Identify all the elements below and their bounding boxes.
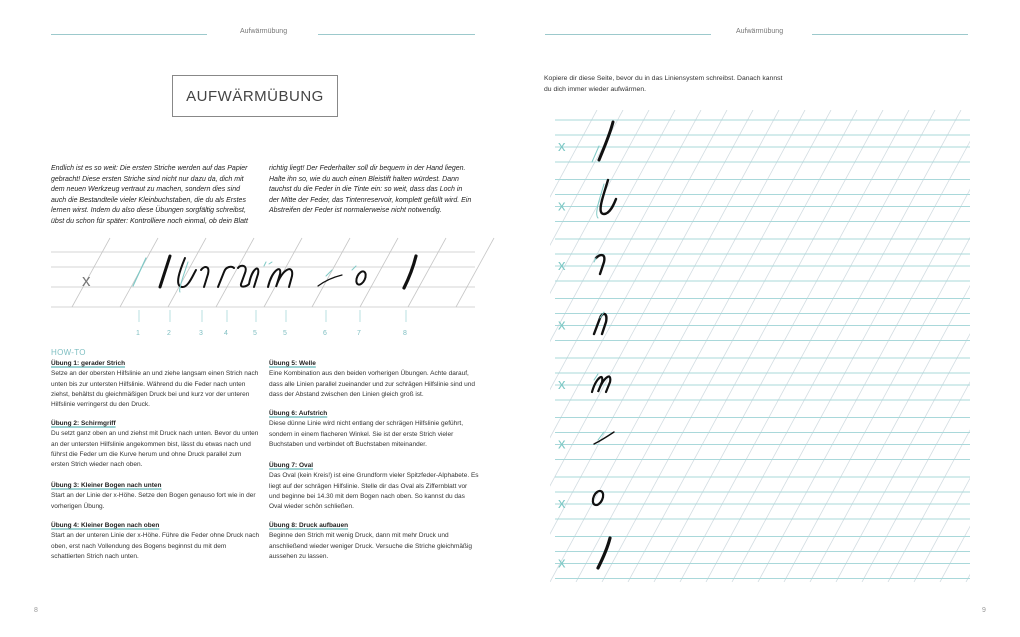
page-number-right: 9	[982, 607, 986, 614]
number-ticks	[139, 310, 406, 322]
sample-stroke-1	[599, 122, 613, 160]
step-number: 5	[283, 330, 287, 337]
exercise-text: Start an der Linie der x-Höhe. Setze den Bogen genauso fort wie in der vorherigen Übung.	[51, 492, 256, 510]
page-number-left: 8	[34, 607, 38, 614]
slant-line	[810, 110, 972, 582]
slant-line	[784, 110, 972, 582]
exercise-text: Beginne den Strich mit wenig Druck, dann mit mehr Druck und anschließend wieder weniger Druck. Versuche die Striche gleichmäßig aussehen zu lassen.	[269, 532, 473, 560]
exercise-5	[269, 359, 479, 400]
slant-line	[408, 238, 446, 307]
sample-stroke-3	[596, 255, 604, 274]
exercise-heading: Übung 2: Schirmgriff	[51, 420, 116, 427]
exercise-heading: Übung 5: Welle	[269, 360, 316, 367]
practice-sheet	[550, 110, 972, 585]
slant-line	[966, 110, 972, 582]
slant-line	[628, 110, 883, 582]
slant-line	[680, 110, 935, 582]
exercise-8	[269, 521, 479, 562]
header-rule	[812, 34, 968, 35]
slant-line	[940, 110, 972, 582]
exercise-heading: Übung 8: Druck aufbauen	[269, 522, 349, 529]
header-rule	[545, 34, 711, 35]
step-number: 4	[224, 330, 228, 337]
step-number: 6	[323, 330, 327, 337]
stroke-3	[201, 267, 208, 287]
x-mark: x	[558, 257, 566, 274]
slant-lines	[550, 110, 972, 582]
exercise-heading: Übung 3: Kleiner Bogen nach unten	[51, 482, 162, 489]
instruction-note: Kopiere dir diese Seite, bevor du in das Liniensystem schreibst. Danach kannst du dich immer wieder aufwärmen.	[544, 75, 783, 93]
x-mark: x	[558, 495, 566, 512]
x-mark: x	[558, 554, 566, 572]
exercise-text: Setze an der obersten Hilfslinie an und ziehe langsam einen Strich nach unten bis zur untersten Hilfslinie. Während du die Feder nach unten ziehst, behältst du gleichmäßigen Druck bei und kurz vor der unteren Hilfslinie verringerst du den Druck.	[51, 370, 259, 409]
exercise-heading: Übung 1: gerader Strich	[51, 360, 126, 367]
slant-line	[576, 110, 831, 582]
x-mark: x	[558, 376, 566, 393]
step-number: 8	[403, 330, 407, 337]
sample-strokes	[591, 122, 616, 568]
intro-column-2: richtig liegt! Der Federhalter soll dir bequem in der Hand liegen. Halte ihn so, wie du auch einen Bleistift halten würdest. Dann tauchst du die Feder in die Tinte ein: so weit, dass das Loch in der Mitte der Feder, das Tintenreservoir, komplett gefüllt wird. Ein Abstreifen der Feder ist normalerweise nicht notwendig.	[269, 165, 472, 215]
exercise-text: Du setzt ganz oben an und ziehst mit Druck nach unten. Bevor du unten an der untersten Hilfslinie angekommen bist, lässt du etwas nach und führst die Feder um die Kurve herum und ohne Druck parallel zum ersten Strich wieder nach oben.	[51, 430, 259, 469]
exercise-text: Das Oval (kein Kreis!) ist eine Grundform vieler Spitzfeder-Alphabete. Es liegt auf der schrägen Hilfslinie. Stelle dir das Oval als Ziffernblatt vor und beginne bei 14.30 mit dem Bogen nach oben. So kannst du das Oval wieder schön schließen.	[269, 472, 479, 511]
step-number: 1	[136, 330, 140, 337]
stroke-guide	[264, 262, 272, 266]
slant-line	[862, 110, 972, 582]
stroke-1	[160, 256, 170, 287]
x-mark: x	[558, 316, 566, 334]
exercise-heading: Übung 7: Oval	[269, 462, 314, 469]
x-mark: x	[558, 138, 566, 155]
slant-line	[550, 110, 727, 582]
exercise-7	[269, 461, 479, 512]
x-mark: x	[82, 271, 91, 290]
stroke-4	[218, 267, 234, 287]
stroke-5b	[268, 269, 292, 287]
slant-line	[758, 110, 972, 582]
step-number: 3	[199, 330, 203, 337]
stroke-5	[238, 266, 258, 287]
x-mark: x	[558, 197, 566, 215]
exercise-text: Eine Kombination aus den beiden vorherigen Übungen. Achte darauf, dass alle Linien parallel zueinander und zur schrägen Hilfslinie sind und dass der Abstand zwischen den Linien gleich groß ist.	[269, 370, 475, 398]
slant-line	[732, 110, 972, 582]
exercise-1	[51, 359, 261, 410]
slant-line	[602, 110, 857, 582]
exercise-text: Diese dünne Linie wird nicht entlang der schrägen Hilfslinie geführt, sondern in einem flacheren Winkel. Sie ist der erste Strich vieler Buchstaben und verbindet oft Buchstaben miteinander.	[269, 420, 464, 448]
step-number: 2	[167, 330, 171, 337]
exercise-6	[269, 409, 479, 450]
slant-line	[72, 238, 110, 307]
stroke-diagram	[0, 0, 510, 340]
exercise-text: Start an der unteren Linie der x-Höhe. Führe die Feder ohne Druck nach oben, erst nach Vollendung des Bogens beginnst du mit dem schattierten Strich nach unten.	[51, 532, 260, 560]
slant-line	[654, 110, 909, 582]
exercise-3	[51, 481, 261, 512]
slant-line	[706, 110, 961, 582]
exercise-2	[51, 419, 261, 470]
stroke-6	[318, 275, 342, 286]
slant-line	[216, 238, 254, 307]
row-marks	[558, 138, 566, 572]
header-text: Aufwärmübung	[736, 28, 784, 35]
slant-line	[836, 110, 972, 582]
stroke-7	[354, 270, 367, 286]
slant-line	[550, 110, 805, 582]
stroke-guide	[133, 258, 146, 286]
exercise-heading: Übung 6: Aufstrich	[269, 410, 328, 417]
exercise-4	[51, 521, 261, 562]
x-mark: x	[558, 435, 566, 453]
intro-column-1: Endlich ist es so weit: Die ersten Striche werden auf das Papier gebracht! Diese ersten Striche sind nicht nur dazu da, dich mit dem neuen Werkzeug vertraut zu machen, sondern dies sind auch die Bestandteile vieler Kleinbuchstaben, die du als Erstes lernen wirst. Indem du also diese Übungen sorgfältig schreibst, übst du schon für später: Kontrolliere noch einmal, ob dein Blatt	[51, 165, 248, 225]
header-text: Aufwärmübung	[240, 28, 288, 35]
step-number: 7	[357, 330, 361, 337]
slant-line	[550, 110, 675, 582]
howto-title: HOW-TO	[51, 348, 86, 357]
slant-line	[456, 238, 494, 307]
step-number: 5	[253, 330, 257, 337]
slant-line	[168, 238, 206, 307]
exercise-heading: Übung 4: Kleiner Bogen nach oben	[51, 522, 160, 529]
page-title: AUFWÄRMÜBUNG	[172, 75, 338, 117]
stroke-8	[404, 256, 416, 288]
slant-line	[312, 238, 350, 307]
